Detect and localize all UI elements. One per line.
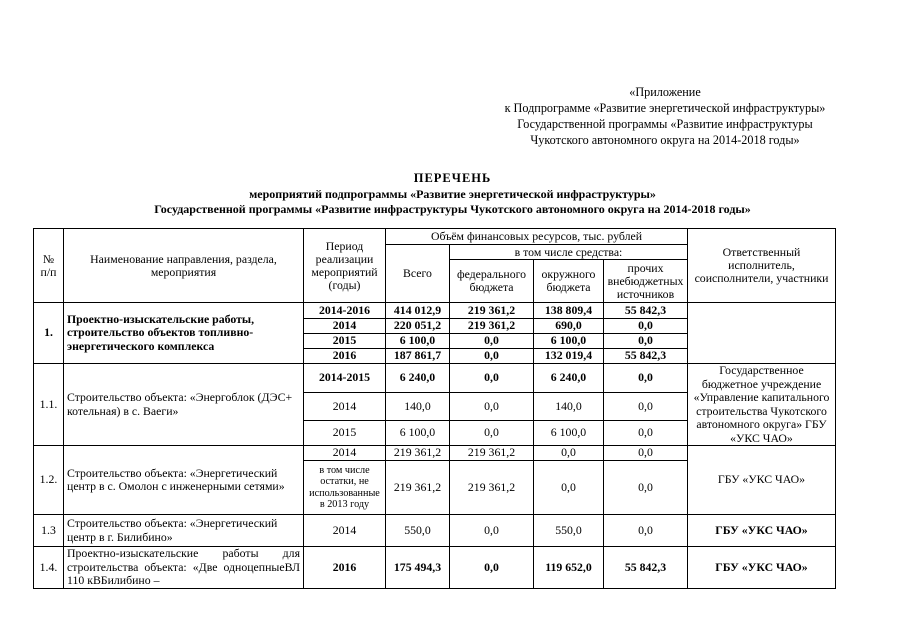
table-row bbox=[34, 364, 836, 393]
cell-federal: 0,0 bbox=[450, 349, 534, 364]
cell-district: 550,0 bbox=[534, 515, 604, 547]
cell-federal: 219 361,2 bbox=[450, 303, 534, 319]
appendix-line: «Приложение bbox=[629, 85, 701, 99]
header-other: прочих внебюджетных источников bbox=[604, 260, 688, 303]
header-total: Всего bbox=[386, 245, 450, 303]
appendix-line: Чукотского автономного округа на 2014-2018 годы» bbox=[530, 133, 800, 147]
cell-federal: 0,0 bbox=[450, 515, 534, 547]
cell-total: 175 494,3 bbox=[386, 547, 450, 589]
cell-total: 414 012,9 bbox=[386, 303, 450, 319]
appendix-line: к Подпрограмме «Развитие энергетической инфраструктуры» bbox=[504, 101, 826, 115]
cell-district: 6 100,0 bbox=[534, 421, 604, 446]
cell-district: 6 240,0 bbox=[534, 364, 604, 393]
cell-other: 55 842,3 bbox=[604, 303, 688, 319]
cell-period: 2015 bbox=[304, 421, 386, 446]
row-num: 1.1. bbox=[34, 364, 64, 446]
header-including: в том числе средства: bbox=[450, 245, 688, 260]
table-row bbox=[34, 303, 836, 319]
cell-district: 140,0 bbox=[534, 393, 604, 421]
appendix-line: Государственной программы «Развитие инфраструктуры bbox=[517, 117, 813, 131]
row-num: 1. bbox=[34, 303, 64, 364]
row-name: Строительство объекта: «Энергетический центр в с. Омолон с инженерными сетями» bbox=[64, 446, 304, 515]
title-subline: мероприятий подпрограммы «Развитие энергетической инфраструктуры» bbox=[249, 186, 656, 201]
cell-other: 0,0 bbox=[604, 421, 688, 446]
cell-executor: ГБУ «УКС ЧАО» bbox=[688, 446, 836, 515]
cell-period: 2014 bbox=[304, 319, 386, 334]
cell-other: 0,0 bbox=[604, 393, 688, 421]
table-row bbox=[34, 515, 836, 547]
row-name: Строительство объекта: «Энергоблок (ДЭС+ котельная) в с. Ваеги» bbox=[64, 364, 304, 446]
row-name: Проектно-изыскательские работы для строительства объекта: «Две одноцепныеВЛ 110 кВБилибино – bbox=[64, 547, 304, 589]
row-name: Проектно-изыскательские работы, строительство объектов топливно-энергетического комплекса bbox=[64, 303, 304, 364]
measures-table bbox=[33, 228, 836, 589]
cell-district: 690,0 bbox=[534, 319, 604, 334]
cell-period: 2014 bbox=[304, 446, 386, 461]
cell-period: 2014 bbox=[304, 515, 386, 547]
cell-period: 2016 bbox=[304, 349, 386, 364]
cell-district: 6 100,0 bbox=[534, 334, 604, 349]
cell-period-note: в том числе остатки, не использованные в 2013 году bbox=[304, 461, 386, 515]
cell-total: 220 051,2 bbox=[386, 319, 450, 334]
cell-other: 0,0 bbox=[604, 319, 688, 334]
cell-other: 0,0 bbox=[604, 515, 688, 547]
row-num: 1.4. bbox=[34, 547, 64, 589]
cell-executor-empty bbox=[688, 303, 836, 364]
table-row bbox=[34, 446, 836, 461]
cell-period: 2014-2016 bbox=[304, 303, 386, 319]
cell-federal: 0,0 bbox=[450, 334, 534, 349]
cell-period: 2016 bbox=[304, 547, 386, 589]
header-executor: Ответственный исполнитель, соисполнители, участники bbox=[688, 229, 836, 303]
table-row bbox=[34, 547, 836, 589]
header-federal: федерального бюджета bbox=[450, 260, 534, 303]
cell-total: 187 861,7 bbox=[386, 349, 450, 364]
cell-total: 6 240,0 bbox=[386, 364, 450, 393]
row-name: Строительство объекта: «Энергетический центр в г. Билибино» bbox=[64, 515, 304, 547]
header-name: Наименование направления, раздела, мероприятия bbox=[64, 229, 304, 303]
cell-period: 2014-2015 bbox=[304, 364, 386, 393]
title-heading: ПЕРЕЧЕНЬ bbox=[413, 171, 492, 185]
cell-other: 55 842,3 bbox=[604, 349, 688, 364]
cell-total: 550,0 bbox=[386, 515, 450, 547]
cell-other: 0,0 bbox=[604, 364, 688, 393]
cell-federal: 219 361,2 bbox=[450, 319, 534, 334]
cell-executor: ГБУ «УКС ЧАО» bbox=[688, 547, 836, 589]
cell-other: 55 842,3 bbox=[604, 547, 688, 589]
header-finance: Объём финансовых ресурсов, тыс. рублей bbox=[386, 229, 688, 245]
cell-district: 132 019,4 bbox=[534, 349, 604, 364]
cell-other: 0,0 bbox=[604, 461, 688, 515]
cell-federal: 0,0 bbox=[450, 547, 534, 589]
title-subline: Государственной программы «Развитие инфраструктуры Чукотского автономного округа на 2014-2018 годы» bbox=[154, 202, 751, 216]
cell-federal: 0,0 bbox=[450, 364, 534, 393]
cell-total: 140,0 bbox=[386, 393, 450, 421]
cell-total: 219 361,2 bbox=[386, 461, 450, 515]
cell-federal: 0,0 bbox=[450, 421, 534, 446]
cell-district: 138 809,4 bbox=[534, 303, 604, 319]
cell-federal: 219 361,2 bbox=[450, 446, 534, 461]
row-num: 1.3 bbox=[34, 515, 64, 547]
cell-district: 0,0 bbox=[534, 461, 604, 515]
row-num: 1.2. bbox=[34, 446, 64, 515]
appendix-note bbox=[440, 84, 890, 148]
header-district: окружного бюджета bbox=[534, 260, 604, 303]
cell-other: 0,0 bbox=[604, 446, 688, 461]
cell-district: 119 652,0 bbox=[534, 547, 604, 589]
cell-period: 2015 bbox=[304, 334, 386, 349]
cell-period: 2014 bbox=[304, 393, 386, 421]
cell-federal: 0,0 bbox=[450, 393, 534, 421]
cell-executor: ГБУ «УКС ЧАО» bbox=[688, 515, 836, 547]
cell-executor: Государственное бюджетное учреждение «Управление капитального строительства Чукотского автономного округа» ГБУ «УКС ЧАО» bbox=[688, 364, 836, 446]
document-title bbox=[0, 171, 905, 218]
cell-district: 0,0 bbox=[534, 446, 604, 461]
cell-total: 219 361,2 bbox=[386, 446, 450, 461]
cell-total: 6 100,0 bbox=[386, 421, 450, 446]
cell-federal: 219 361,2 bbox=[450, 461, 534, 515]
cell-other: 0,0 bbox=[604, 334, 688, 349]
header-period: Период реализации мероприятий (годы) bbox=[304, 229, 386, 303]
header-num: № п/п bbox=[34, 229, 64, 303]
cell-total: 6 100,0 bbox=[386, 334, 450, 349]
